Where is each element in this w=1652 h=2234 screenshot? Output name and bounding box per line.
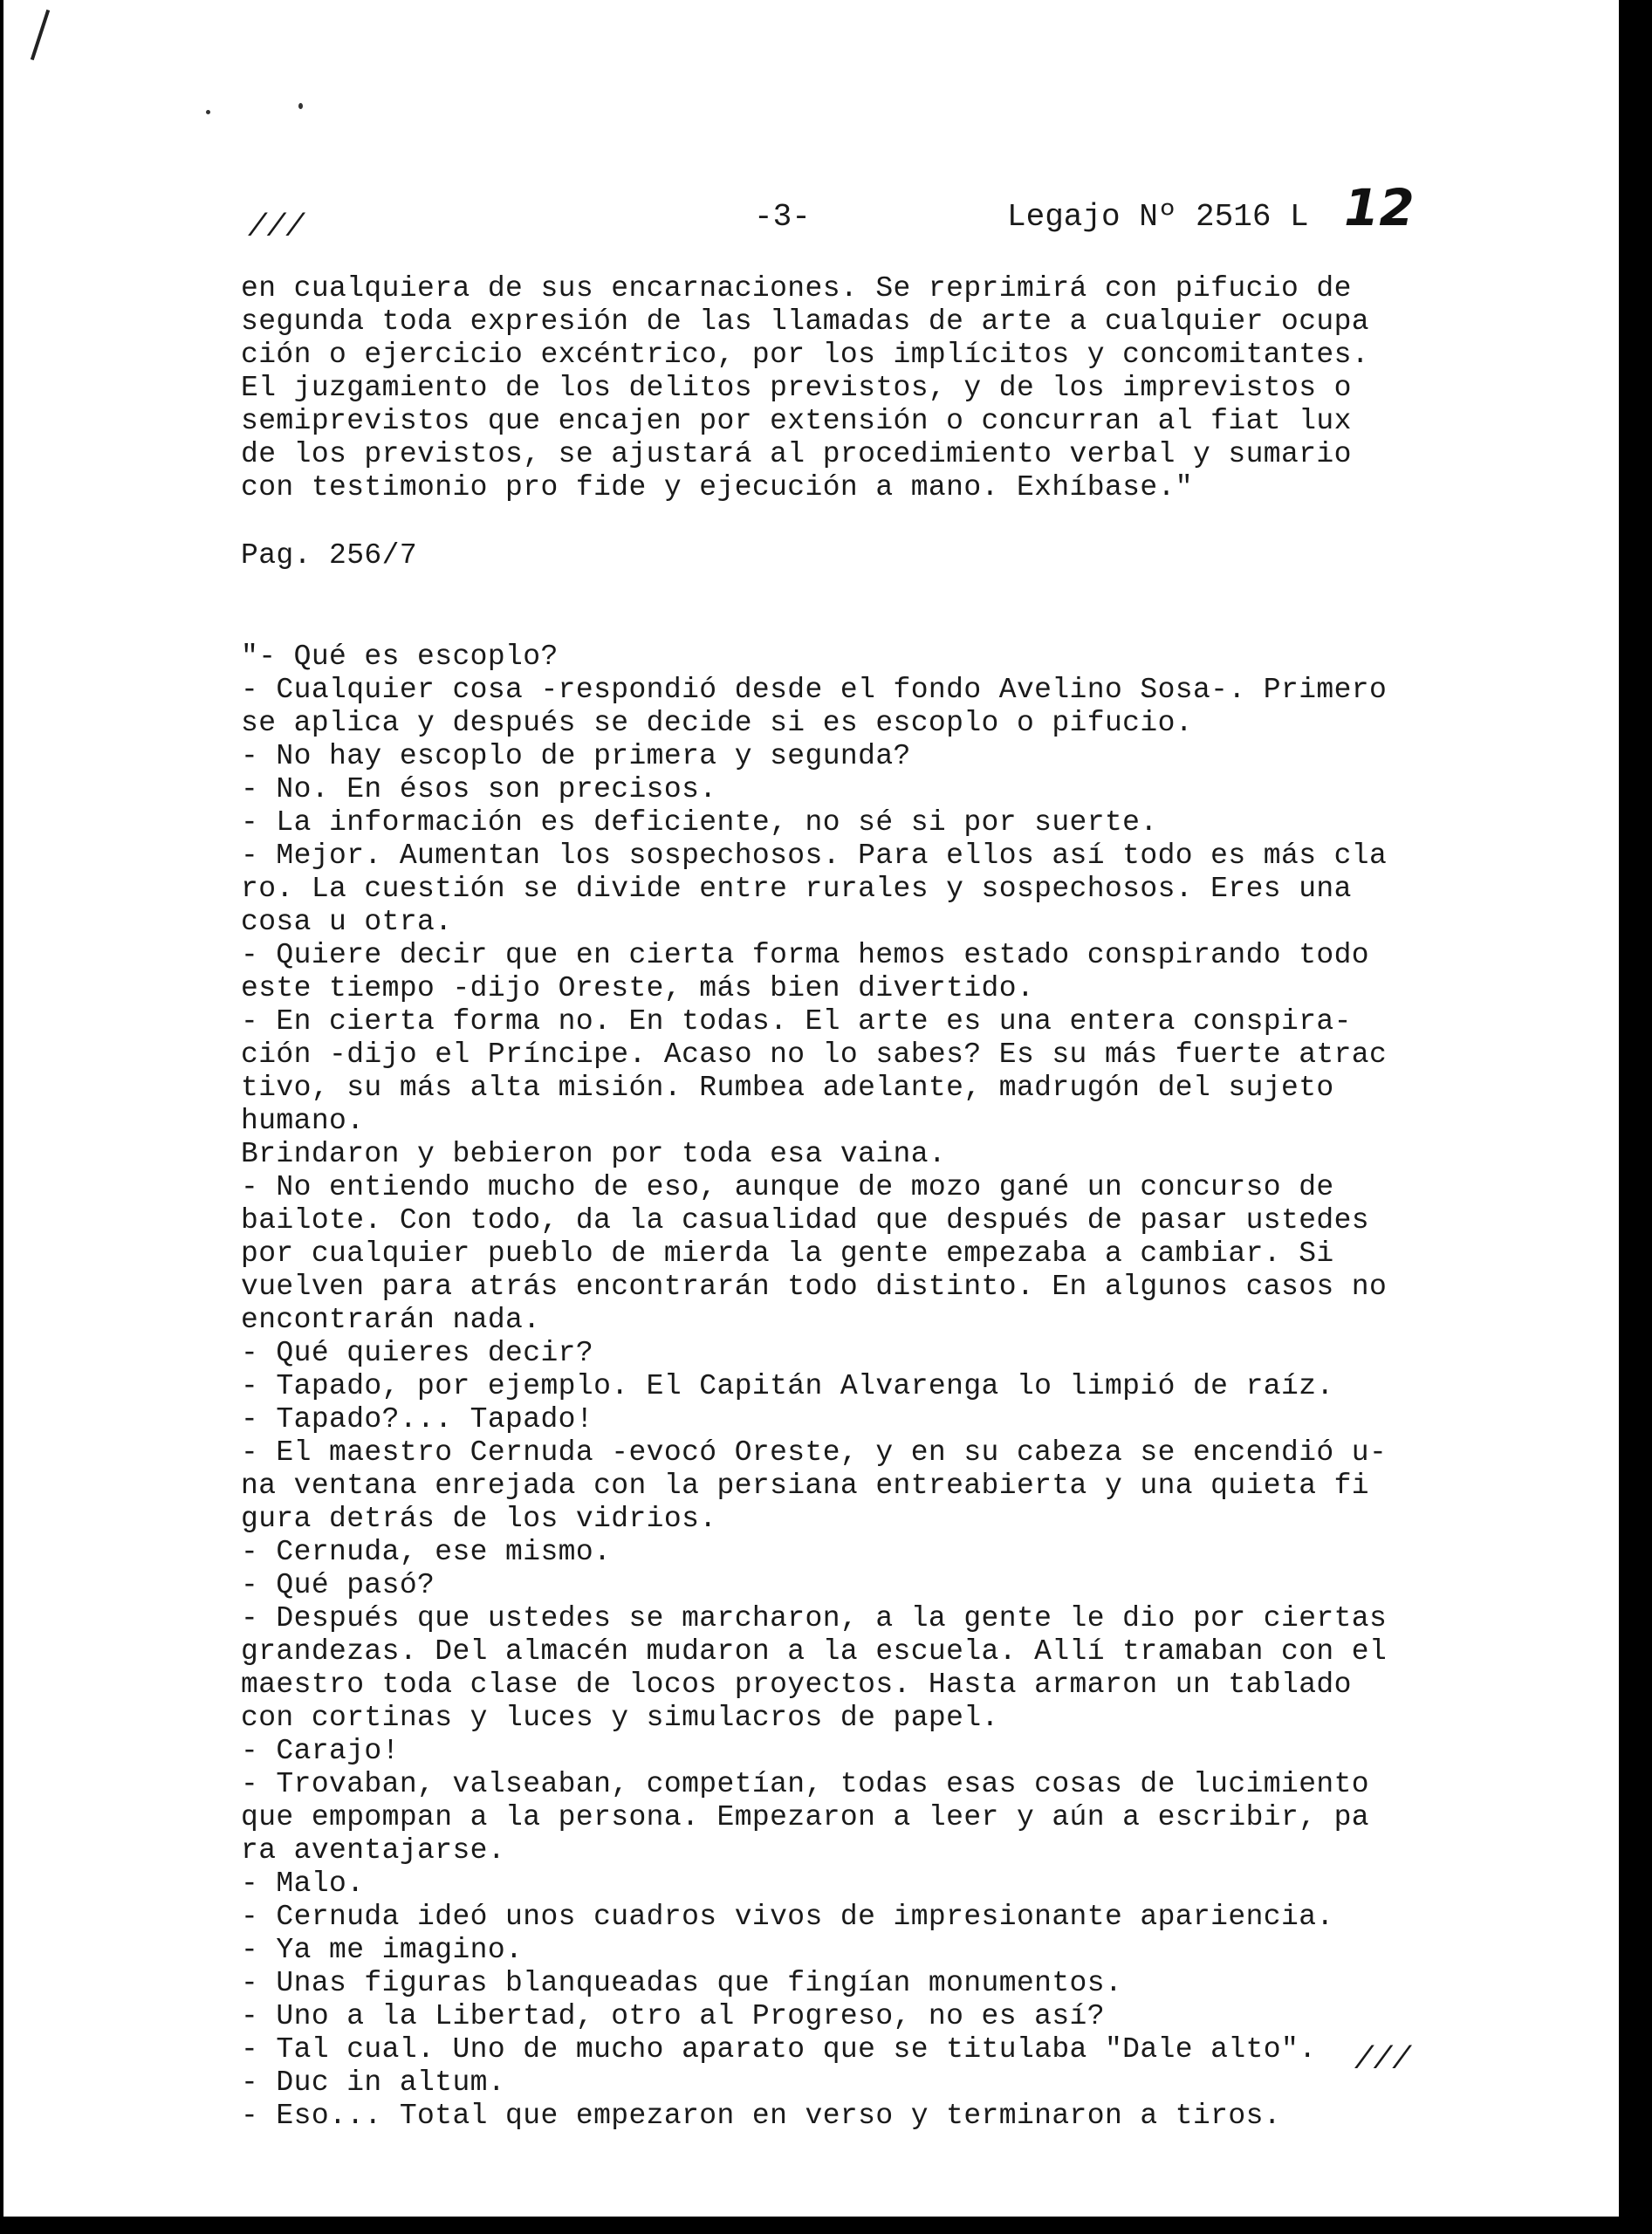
text-line: semiprevistos que encajen por extensión o concurran al fiat lux	[241, 405, 1352, 437]
ink-speck	[298, 103, 303, 109]
text-line: cosa u otra.	[241, 906, 453, 938]
text-line: tivo, su más alta misión. Rumbea adelante, madrugón del sujeto	[241, 1072, 1334, 1104]
text-line: - Quiere decir que en cierta forma hemos estado conspirando todo	[241, 939, 1370, 971]
text-line: grandezas. Del almacén mudaron a la escuela. Allí tramaban con el	[241, 1635, 1388, 1668]
page-reference: Pag. 256/7	[241, 539, 418, 572]
text-line: Brindaron y bebieron por toda esa vaina.	[241, 1138, 947, 1170]
page-header	[248, 178, 1487, 251]
text-line: ción -dijo el Príncipe. Acaso no lo sabes? Es su más fuerte atrac	[241, 1038, 1388, 1071]
text-line: ción o ejercicio excéntrico, por los implícitos y concomitantes.	[241, 339, 1370, 371]
text-line: - Mejor. Aumentan los sospechosos. Para ellos así todo es más cla	[241, 839, 1388, 872]
text-line: - Tapado?... Tapado!	[241, 1403, 594, 1436]
paragraph-1	[241, 272, 1498, 504]
text-line: este tiempo -dijo Oreste, más bien divertido.	[241, 972, 1035, 1004]
text-line: - Qué quieres decir?	[241, 1337, 594, 1369]
text-line: - Cernuda, ese mismo.	[241, 1536, 612, 1568]
text-line: humano.	[241, 1105, 365, 1137]
text-line: na ventana enrejada con la persiana entreabierta y una quieta fi	[241, 1470, 1370, 1502]
text-line: - Tal cual. Uno de mucho aparato que se titulaba "Dale alto".	[241, 2033, 1317, 2066]
text-line: vuelven para atrás encontrarán todo distinto. En algunos casos no	[241, 1271, 1388, 1303]
text-line: - La información es deficiente, no sé si por suerte.	[241, 806, 1158, 839]
ink-speck	[206, 110, 210, 114]
text-line: - Duc in altum.	[241, 2066, 506, 2099]
text-line: - No entiendo mucho de eso, aunque de mozo gané un concurso de	[241, 1171, 1334, 1203]
text-line: - Ya me imagino.	[241, 1934, 524, 1966]
footer-mark: ///	[1354, 2042, 1411, 2078]
text-line: - Unas figuras blanqueadas que fingían monumentos.	[241, 1967, 1123, 1999]
paragraph-2	[241, 641, 1498, 2133]
text-line: con cortinas y luces y simulacros de papel.	[241, 1702, 999, 1734]
document-body	[241, 272, 1498, 2133]
text-line: segunda toda expresión de las llamadas de arte a cualquier ocupa	[241, 305, 1370, 338]
text-line: - En cierta forma no. En todas. El arte es una entera conspira-	[241, 1005, 1352, 1038]
text-line: con testimonio pro fide y ejecución a mano. Exhíbase."	[241, 471, 1193, 504]
text-line: - Tapado, por ejemplo. El Capitán Alvarenga lo limpió de raíz.	[241, 1370, 1334, 1402]
text-line: - Carajo!	[241, 1735, 400, 1767]
text-line: de los previstos, se ajustará al procedimiento verbal y sumario	[241, 438, 1352, 470]
document-page	[3, 0, 1619, 2217]
legajo-reference: Legajo Nº 2516 L	[1007, 199, 1309, 235]
page-number: -3-	[754, 199, 811, 235]
text-line: que empompan a la persona. Empezaron a leer y aún a escribir, pa	[241, 1801, 1370, 1833]
text-line: encontrarán nada.	[241, 1304, 541, 1336]
text-line: - Después que ustedes se marcharon, a la gente le dio por ciertas	[241, 1602, 1388, 1634]
text-line: El juzgamiento de los delitos previstos, y de los imprevistos o	[241, 372, 1352, 404]
text-line: - No. En ésos son precisos.	[241, 773, 717, 805]
text-line: gura detrás de los vidrios.	[241, 1503, 717, 1535]
text-line: - Cernuda ideó unos cuadros vivos de impresionante apariencia.	[241, 1901, 1334, 1933]
text-line: por cualquier pueblo de mierda la gente empezaba a cambiar. Si	[241, 1237, 1334, 1270]
text-line: en cualquiera de sus encarnaciones. Se reprimirá con pifucio de	[241, 272, 1352, 305]
pen-mark	[31, 10, 50, 60]
header-left-mark: ///	[248, 209, 305, 245]
text-line: bailote. Con todo, da la casualidad que después de pasar ustedes	[241, 1204, 1370, 1237]
text-line: maestro toda clase de locos proyectos. Hasta armaron un tablado	[241, 1669, 1352, 1701]
text-line: - Qué pasó?	[241, 1569, 435, 1601]
text-line: se aplica y después se decide si es escoplo o pifucio.	[241, 707, 1193, 739]
text-line: ro. La cuestión se divide entre rurales y sospechosos. Eres una	[241, 873, 1352, 905]
text-line: - No hay escoplo de primera y segunda?	[241, 740, 911, 772]
text-line: - Malo.	[241, 1867, 365, 1900]
text-line: - Trovaban, valseaban, competían, todas esas cosas de lucimiento	[241, 1768, 1370, 1800]
text-line: - Uno a la Libertad, otro al Progreso, no es así?	[241, 2000, 1105, 2032]
text-line: - Eso... Total que empezaron en verso y terminaron a tiros.	[241, 2100, 1281, 2132]
text-line: ra aventajarse.	[241, 1834, 506, 1867]
folio-number: 12	[1344, 178, 1415, 237]
text-line: - El maestro Cernuda -evocó Oreste, y en su cabeza se encendió u-	[241, 1436, 1388, 1469]
text-line: "- Qué es escoplo?	[241, 641, 559, 673]
text-line: - Cualquier cosa -respondió desde el fondo Avelino Sosa-. Primero	[241, 674, 1388, 706]
